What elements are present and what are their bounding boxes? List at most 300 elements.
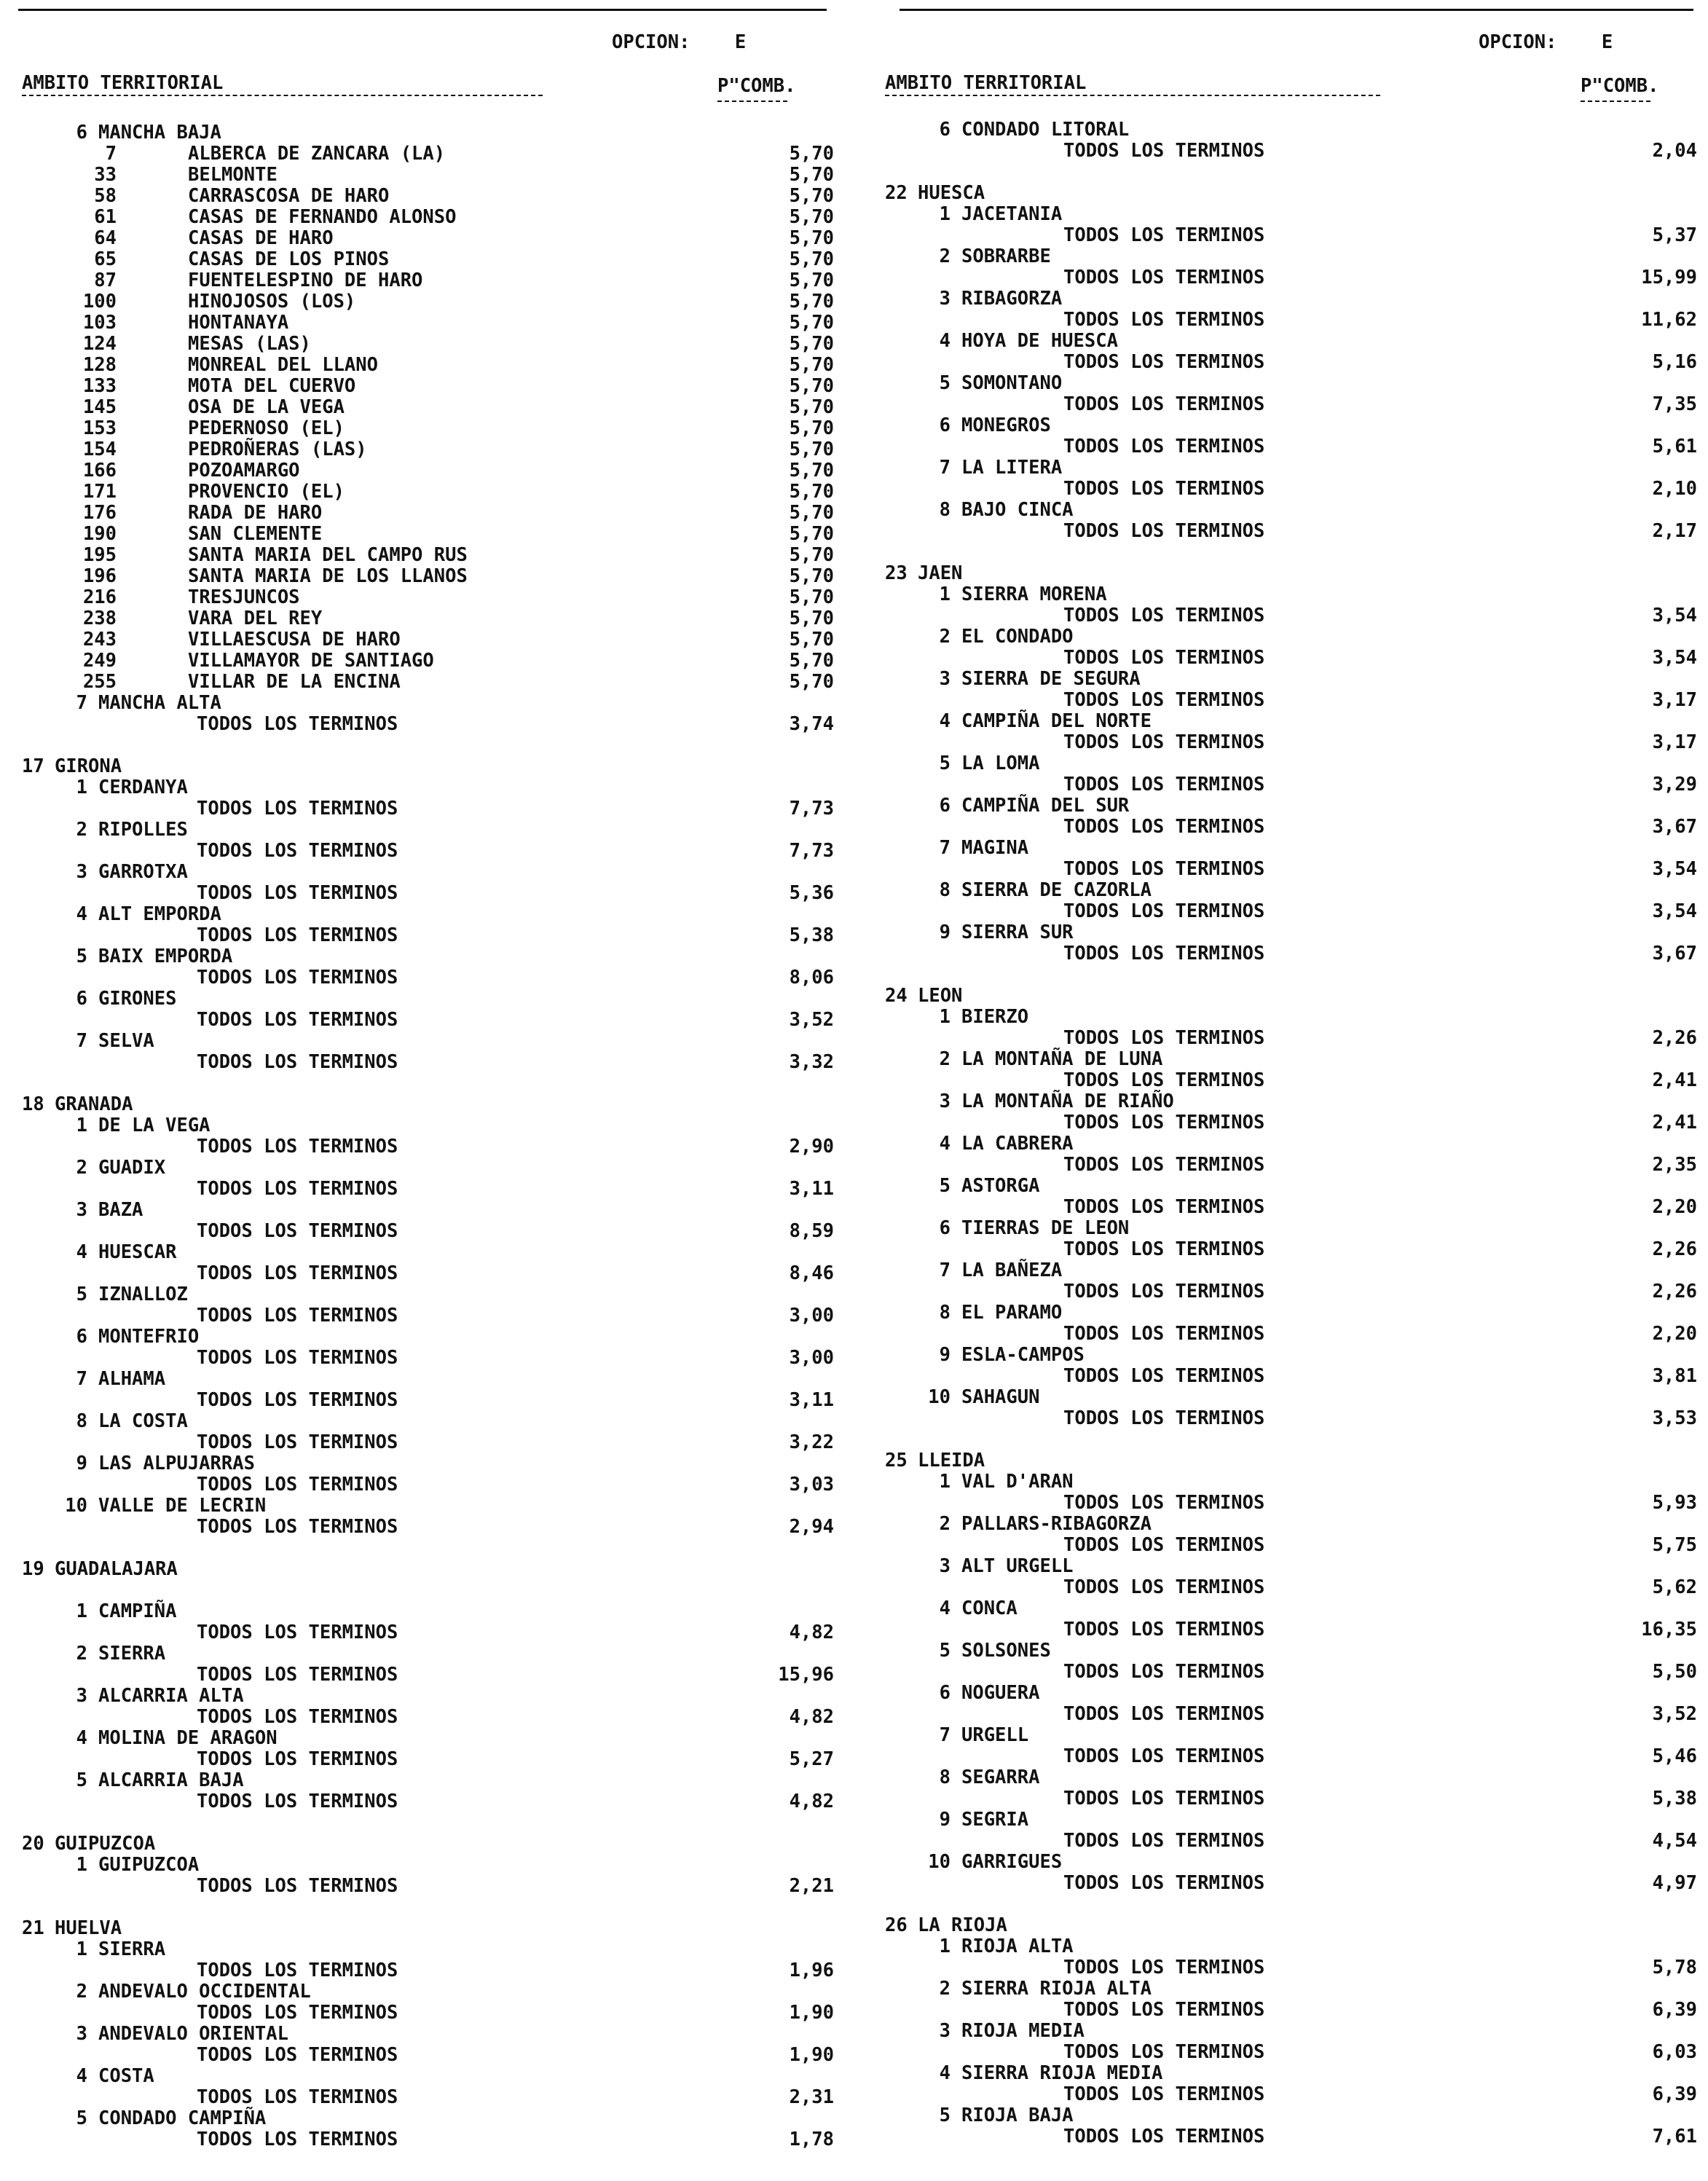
pcomb-value: 1,90 [789, 2002, 834, 2024]
comarca-code: 5 [939, 372, 951, 394]
all-terms-label: TODOS LOS TERMINOS [197, 2086, 398, 2108]
pcomb-value: 4,82 [789, 1791, 834, 1812]
comarca-name: CAMPIÑA DEL SUR [961, 795, 1130, 817]
comarca-row [22, 693, 834, 714]
pcomb-value: 3,11 [789, 1178, 834, 1200]
comarca-row [885, 119, 1697, 141]
all-terms-label: TODOS LOS TERMINOS [1063, 267, 1265, 288]
municipality-row [22, 418, 834, 439]
all-terms-row [22, 1517, 834, 1538]
comarca-name: TIERRAS DE LEON [961, 1217, 1130, 1239]
pcomb-value: 5,50 [1652, 1661, 1697, 1683]
all-terms-label: TODOS LOS TERMINOS [1063, 140, 1265, 162]
pcomb-value: 5,36 [789, 882, 834, 904]
comarca-row [885, 711, 1697, 732]
pcomb-value: 6,03 [1652, 2041, 1697, 2063]
comarca-name: GIRONES [98, 988, 177, 1010]
pcomb-value: 5,70 [789, 185, 834, 207]
municipality-code: 190 [82, 523, 117, 545]
comarca-code: 1 [939, 1936, 951, 1957]
province-code: 21 [22, 1917, 44, 1939]
comarca-code: 2 [76, 819, 87, 841]
municipality-code: 195 [82, 544, 117, 566]
all-terms-row [22, 1052, 834, 1073]
comarca-code: 8 [939, 879, 951, 901]
all-terms-row [22, 841, 834, 862]
pcomb-value: 3,54 [1652, 858, 1697, 880]
comarca-row [885, 838, 1697, 859]
pcomb-value: 3,53 [1652, 1407, 1697, 1429]
comarca-row [885, 1978, 1697, 2000]
comarca-row [22, 1369, 834, 1390]
pcomb-value: 3,67 [1652, 816, 1697, 838]
municipality-code: 243 [82, 629, 117, 651]
all-terms-row [22, 1348, 834, 1369]
all-terms-label: TODOS LOS TERMINOS [1063, 731, 1265, 753]
pcomb-value: 5,70 [789, 227, 834, 249]
top-rule [18, 9, 827, 11]
municipality-row [22, 334, 834, 355]
comarca-code: 1 [76, 1938, 87, 1960]
all-terms-label: TODOS LOS TERMINOS [197, 1875, 398, 1897]
comarca-row [22, 904, 834, 925]
pcomb-value: 16,35 [1641, 1619, 1697, 1640]
pcomb-value: 5,46 [1652, 1745, 1697, 1767]
municipality-code: 238 [82, 608, 117, 629]
all-terms-row [885, 1112, 1697, 1133]
comarca-name: MONTEFRIO [98, 1326, 200, 1348]
comarca-row [885, 1809, 1697, 1831]
opcion-header [1479, 32, 1613, 53]
comarca-row [885, 1091, 1697, 1112]
comarca-name: CERDANYA [98, 777, 188, 798]
municipality-code: 171 [82, 481, 117, 503]
comarca-name: CAMPIÑA [98, 1600, 177, 1622]
all-terms-row [885, 1619, 1697, 1640]
pcomb-value: 5,75 [1652, 1534, 1697, 1556]
comarca-code: 4 [939, 1598, 951, 1619]
pcomb-value: 5,70 [789, 523, 834, 545]
comarca-row [885, 1260, 1697, 1281]
all-terms-row [22, 2129, 834, 2150]
municipality-code: 33 [94, 164, 117, 186]
comarca-row [885, 204, 1697, 225]
comarca-row [22, 1496, 834, 1517]
all-terms-row [22, 2003, 834, 2024]
comarca-code: 6 [76, 122, 87, 144]
municipality-name: VILLAMAYOR DE SANTIAGO [188, 650, 434, 672]
municipality-row [22, 672, 834, 693]
comarca-code: 9 [939, 1344, 951, 1366]
comarca-row [22, 1981, 834, 2003]
all-terms-label: TODOS LOS TERMINOS [1063, 943, 1265, 964]
all-terms-row [885, 1197, 1697, 1218]
pcomb-value: 3,17 [1652, 731, 1697, 753]
municipality-code: 7 [105, 143, 117, 165]
pcomb-value: 15,99 [1641, 267, 1697, 288]
all-terms-label: TODOS LOS TERMINOS [1063, 520, 1265, 542]
comarca-name: RIOJA MEDIA [961, 2020, 1085, 2042]
municipality-code: 216 [82, 586, 117, 608]
comarca-code: 8 [939, 1767, 951, 1788]
municipality-name: TRESJUNCOS [188, 586, 300, 608]
all-terms-label: TODOS LOS TERMINOS [197, 1706, 398, 1728]
pcomb-value: 3,17 [1652, 689, 1697, 711]
all-terms-row [885, 352, 1697, 373]
comarca-name: CONDADO CAMPIÑA [98, 2107, 267, 2129]
comarca-name: LA MONTAÑA DE LUNA [961, 1048, 1163, 1070]
all-terms-label: TODOS LOS TERMINOS [1063, 1745, 1265, 1767]
comarca-name: SIERRA [98, 1938, 166, 1960]
comarca-name: LA COSTA [98, 1410, 188, 1432]
comarca-code: 8 [939, 499, 951, 521]
all-terms-label: TODOS LOS TERMINOS [197, 924, 398, 946]
province-name: GUADALAJARA [55, 1558, 178, 1580]
municipality-code: 87 [94, 270, 117, 291]
province-name: HUELVA [55, 1917, 122, 1939]
ambito-heading: AMBITO TERRITORIAL [885, 72, 1087, 94]
province-row [885, 1450, 1697, 1471]
comarca-row [885, 1049, 1697, 1070]
municipality-name: SANTA MARIA DEL CAMPO RUS [188, 544, 468, 566]
municipality-code: 100 [82, 291, 117, 313]
all-terms-row [22, 1876, 834, 1897]
municipality-code: 124 [82, 333, 117, 355]
comarca-code: 5 [76, 1769, 87, 1791]
all-terms-row [885, 1535, 1697, 1556]
pcomb-value: 5,62 [1652, 1576, 1697, 1598]
pcomb-value: 5,70 [789, 375, 834, 397]
comarca-name: LAS ALPUJARRAS [98, 1453, 255, 1474]
comarca-name: SAHAGUN [961, 1386, 1040, 1408]
municipality-code: 153 [82, 417, 117, 439]
municipality-row [22, 482, 834, 503]
comarca-code: 7 [939, 837, 951, 859]
municipality-row [22, 165, 834, 186]
all-terms-label: TODOS LOS TERMINOS [1063, 1112, 1265, 1133]
comarca-code: 4 [939, 1133, 951, 1155]
pcomb-value: 3,74 [789, 713, 834, 735]
comarca-name: RIPOLLES [98, 819, 188, 841]
all-terms-label: TODOS LOS TERMINOS [197, 1389, 398, 1411]
municipality-row [22, 651, 834, 672]
province-row [22, 1918, 834, 1939]
municipality-row [22, 249, 834, 270]
all-terms-label: TODOS LOS TERMINOS [1063, 774, 1265, 795]
all-terms-row [885, 690, 1697, 711]
comarca-code: 5 [76, 946, 87, 967]
all-terms-label: TODOS LOS TERMINOS [197, 1305, 398, 1327]
comarca-row [22, 777, 834, 798]
all-terms-row [22, 1960, 834, 1981]
all-terms-label: TODOS LOS TERMINOS [197, 1664, 398, 1686]
all-terms-row [22, 1707, 834, 1728]
municipality-name: CARRASCOSA DE HARO [188, 185, 390, 207]
municipality-name: VARA DEL REY [188, 608, 323, 629]
comarca-code: 5 [939, 752, 951, 774]
municipality-code: 103 [82, 312, 117, 334]
all-terms-label: TODOS LOS TERMINOS [1063, 393, 1265, 415]
comarca-name: ALT EMPORDA [98, 903, 221, 925]
comarca-row [22, 1031, 834, 1052]
all-terms-label: TODOS LOS TERMINOS [197, 1474, 398, 1496]
pcomb-value: 7,35 [1652, 393, 1697, 415]
all-terms-label: TODOS LOS TERMINOS [197, 2129, 398, 2150]
comarca-row [885, 2063, 1697, 2084]
all-terms-row [22, 1179, 834, 1200]
all-terms-row [885, 1493, 1697, 1514]
municipality-code: 255 [82, 671, 117, 693]
left-column [22, 0, 834, 2181]
pcomb-value: 5,70 [789, 671, 834, 693]
comarca-row [885, 880, 1697, 901]
municipality-row [22, 524, 834, 545]
comarca-code: 6 [76, 1326, 87, 1348]
all-terms-row [22, 1010, 834, 1031]
comarca-row [22, 1242, 834, 1263]
all-terms-row [885, 817, 1697, 838]
municipality-name: VILLAR DE LA ENCINA [188, 671, 401, 693]
comarca-code: 6 [939, 1682, 951, 1704]
comarca-row [885, 1471, 1697, 1493]
comarca-row [885, 457, 1697, 479]
municipality-row [22, 270, 834, 291]
comarca-code: 1 [76, 1600, 87, 1622]
comarca-code: 6 [76, 988, 87, 1010]
municipality-code: 64 [94, 227, 117, 249]
comarca-name: GUADIX [98, 1157, 166, 1179]
comarca-code: 4 [76, 1241, 87, 1263]
all-terms-row [885, 1957, 1697, 1978]
pcomb-value: 3,54 [1652, 605, 1697, 626]
municipality-row [22, 207, 834, 228]
comarca-row [22, 989, 834, 1010]
pcomb-value: 5,16 [1652, 351, 1697, 373]
pcomb-value: 3,54 [1652, 900, 1697, 922]
comarca-code: 2 [939, 1048, 951, 1070]
municipality-row [22, 587, 834, 608]
pcomb-value: 7,73 [789, 840, 834, 862]
pcomb-value: 8,59 [789, 1220, 834, 1242]
pcomb-value: 3,52 [1652, 1703, 1697, 1725]
comarca-row [885, 1556, 1697, 1577]
comarca-code: 10 [928, 1386, 951, 1408]
all-terms-row [885, 310, 1697, 331]
municipality-name: HONTANAYA [188, 312, 289, 334]
municipality-row [22, 439, 834, 460]
comarca-code: 2 [76, 1981, 87, 2003]
comarca-code: 7 [76, 1030, 87, 1052]
province-name: LLEIDA [918, 1450, 985, 1471]
comarca-code: 1 [939, 1471, 951, 1493]
all-terms-row [885, 1281, 1697, 1302]
comarca-row [22, 1939, 834, 1960]
all-terms-row [885, 394, 1697, 415]
all-terms-row [885, 1155, 1697, 1176]
pcomb-value: 3,29 [1652, 774, 1697, 795]
pcomb-value: 4,97 [1652, 1872, 1697, 1894]
comarca-name: ALT URGELL [961, 1555, 1074, 1577]
comarca-name: EL PARAMO [961, 1302, 1063, 1324]
all-terms-row [885, 1408, 1697, 1429]
municipality-name: VILLAESCUSA DE HARO [188, 629, 401, 651]
all-terms-row [885, 1788, 1697, 1809]
comarca-row [885, 1598, 1697, 1619]
pcomb-value: 3,54 [1652, 647, 1697, 669]
comarca-row [885, 1852, 1697, 1873]
all-terms-row [885, 1239, 1697, 1260]
comarca-name: CONDADO LITORAL [961, 119, 1130, 141]
all-terms-label: TODOS LOS TERMINOS [1063, 1534, 1265, 1556]
comarca-code: 3 [76, 861, 87, 883]
comarca-name: RIOJA BAJA [961, 2105, 1074, 2126]
comarca-name: COSTA [98, 2065, 154, 2087]
comarca-name: SIERRA SUR [961, 921, 1074, 943]
comarca-row [885, 795, 1697, 817]
municipality-name: CASAS DE HARO [188, 227, 334, 249]
all-terms-row [885, 1028, 1697, 1049]
province-row [885, 1915, 1697, 1936]
province-row [22, 1834, 834, 1855]
all-terms-label: TODOS LOS TERMINOS [1063, 900, 1265, 922]
comarca-code: 1 [939, 203, 951, 225]
comarca-code: 4 [939, 2062, 951, 2084]
pcomb-value: 2,26 [1652, 1238, 1697, 1260]
pcomb-value: 5,70 [789, 650, 834, 672]
all-terms-row [22, 1622, 834, 1643]
comarca-row [22, 1200, 834, 1221]
pcomb-value: 2,90 [789, 1136, 834, 1158]
province-name: HUESCA [918, 182, 985, 204]
pcomb-value: 5,70 [789, 460, 834, 482]
opcion-value: E [1601, 31, 1613, 53]
comarca-name: SOBRARBE [961, 245, 1051, 267]
comarca-code: 2 [939, 245, 951, 267]
comarca-code: 5 [939, 1175, 951, 1197]
all-terms-row [22, 925, 834, 946]
pcomb-value: 15,96 [778, 1664, 834, 1686]
municipality-code: 58 [94, 185, 117, 207]
comarca-row [22, 1327, 834, 1348]
comarca-row [885, 2105, 1697, 2126]
pcomb-value: 5,70 [789, 396, 834, 418]
province-row [885, 986, 1697, 1007]
all-terms-label: TODOS LOS TERMINOS [1063, 1703, 1265, 1725]
all-terms-row [885, 2126, 1697, 2147]
all-terms-label: TODOS LOS TERMINOS [1063, 1576, 1265, 1598]
all-terms-label: TODOS LOS TERMINOS [197, 1262, 398, 1284]
all-terms-label: TODOS LOS TERMINOS [1063, 1196, 1265, 1218]
pcomb-value: 2,10 [1652, 478, 1697, 500]
comarca-code: 1 [76, 1115, 87, 1136]
pcomb-value: 5,70 [789, 544, 834, 566]
municipality-name: RADA DE HARO [188, 502, 323, 524]
municipality-row [22, 291, 834, 313]
pcomb-value: 2,94 [789, 1516, 834, 1538]
pcomb-value: 3,22 [789, 1431, 834, 1453]
comarca-code: 1 [76, 1854, 87, 1876]
pcomb-value: 5,70 [789, 291, 834, 313]
comarca-code: 5 [939, 1640, 951, 1662]
opcion-label: OPCION: [612, 31, 690, 53]
municipality-code: 166 [82, 460, 117, 482]
province-code: 20 [22, 1833, 44, 1855]
comarca-row [22, 2108, 834, 2129]
pcomb-value: 5,70 [789, 248, 834, 270]
all-terms-row [885, 267, 1697, 288]
comarca-name: HUESCAR [98, 1241, 177, 1263]
comarca-row [22, 1643, 834, 1665]
pcomb-value: 5,38 [789, 924, 834, 946]
pcomb-value: 1,78 [789, 2129, 834, 2150]
all-terms-row [885, 479, 1697, 500]
pcomb-underline [717, 101, 787, 102]
comarca-code: 3 [939, 668, 951, 690]
pcomb-value: 5,70 [789, 502, 834, 524]
all-terms-row [22, 1221, 834, 1242]
province-code: 24 [885, 985, 908, 1007]
comarca-row [885, 1683, 1697, 1704]
comarca-name: ALCARRIA BAJA [98, 1769, 244, 1791]
comarca-code: 5 [939, 2105, 951, 2126]
pcomb-value: 3,03 [789, 1474, 834, 1496]
opcion-header [612, 32, 746, 53]
comarca-row [22, 1855, 834, 1876]
pcomb-value: 5,70 [789, 608, 834, 629]
all-terms-row [885, 943, 1697, 964]
province-row [22, 1094, 834, 1115]
comarca-name: SIERRA DE CAZORLA [961, 879, 1152, 901]
all-terms-label: TODOS LOS TERMINOS [1063, 1957, 1265, 1978]
all-terms-label: TODOS LOS TERMINOS [197, 713, 398, 735]
comarca-name: NOGUERA [961, 1682, 1040, 1704]
comarca-name: ASTORGA [961, 1175, 1040, 1197]
municipality-name: CASAS DE FERNANDO ALONSO [188, 206, 457, 228]
municipality-name: MOTA DEL CUERVO [188, 375, 356, 397]
comarca-name: SELVA [98, 1030, 154, 1052]
all-terms-row [22, 1263, 834, 1284]
all-terms-label: TODOS LOS TERMINOS [1063, 647, 1265, 669]
pcomb-value: 5,70 [789, 164, 834, 186]
all-terms-row [22, 967, 834, 989]
comarca-code: 2 [76, 1157, 87, 1179]
comarca-name: BAIX EMPORDA [98, 946, 233, 967]
all-terms-label: TODOS LOS TERMINOS [1063, 1999, 1265, 2021]
pcomb-underline [1581, 101, 1650, 102]
comarca-row [885, 500, 1697, 521]
pcomb-value: 5,70 [789, 206, 834, 228]
all-terms-row [885, 1873, 1697, 1894]
comarca-row [885, 1767, 1697, 1788]
comarca-row [885, 1725, 1697, 1746]
comarca-code: 3 [939, 1555, 951, 1577]
province-row [885, 183, 1697, 204]
comarca-code: 3 [939, 1090, 951, 1112]
all-terms-row [885, 1746, 1697, 1767]
all-terms-label: TODOS LOS TERMINOS [197, 1431, 398, 1453]
comarca-row [885, 1133, 1697, 1155]
comarca-name: BAJO CINCA [961, 499, 1074, 521]
municipality-row [22, 186, 834, 207]
comarca-name: LA MONTAÑA DE RIAÑO [961, 1090, 1174, 1112]
municipality-name: ALBERCA DE ZANCARA (LA) [188, 143, 446, 165]
all-terms-row [885, 1831, 1697, 1852]
comarca-name: IZNALLOZ [98, 1284, 188, 1305]
province-row [22, 1559, 834, 1580]
all-terms-label: TODOS LOS TERMINOS [197, 1009, 398, 1031]
all-terms-label: TODOS LOS TERMINOS [1063, 1027, 1265, 1049]
right-entries [885, 119, 1697, 2147]
